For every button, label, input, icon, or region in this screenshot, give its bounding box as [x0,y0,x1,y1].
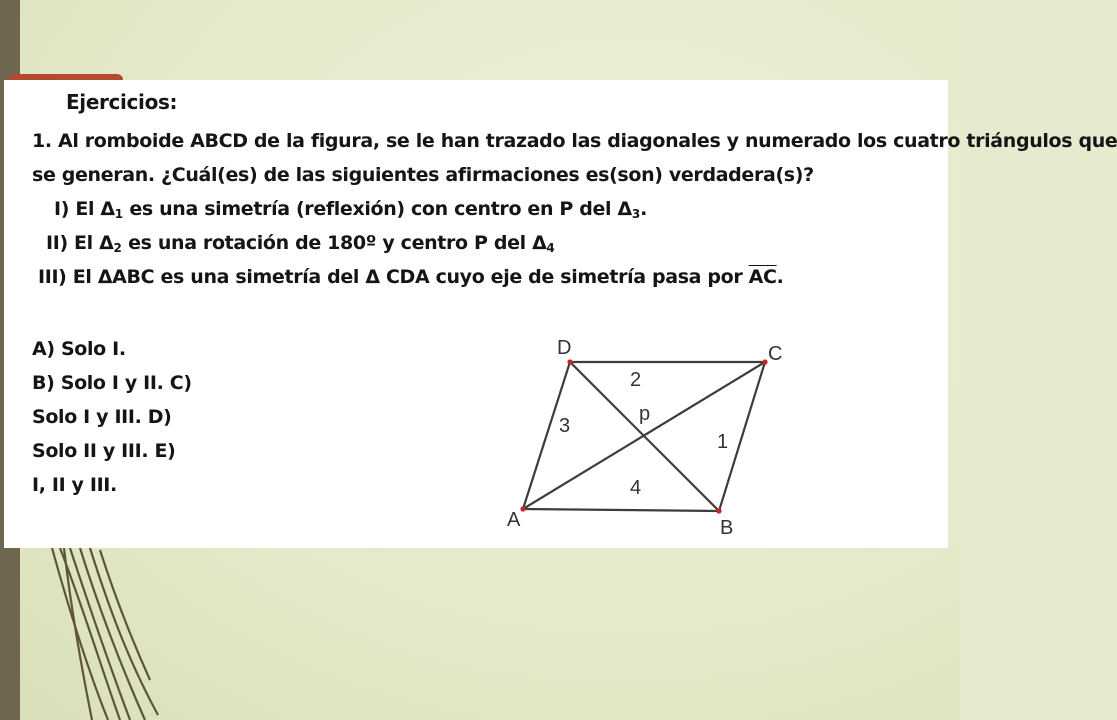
statement-3-prefix: III) El ΔABC es una simetría del Δ CDA cuyo eje de simetría pasa por [38,266,749,288]
statement-1-prefix: I) El Δ [54,198,115,220]
question-line-1: 1. Al romboide ABCD de la figura, se le han trazado las diagonales y numerado los cuatro triángulos que [32,130,1117,152]
option-line: Solo II y III. E) [32,440,176,462]
statement-2-middle: es una rotación de 180º y centro P del Δ [121,232,547,254]
rhomboid-figure [4,80,948,548]
vertex-a-label: A [507,509,521,531]
vertex-c-marker [762,359,767,364]
side-ab [523,509,719,511]
diagonal-bd [570,362,719,511]
option-line: I, II y III. [32,474,117,496]
option-line: Solo I y III. D) [32,406,172,428]
statement-2-prefix: II) El Δ [46,232,114,254]
option-line: A) Solo I. [32,338,126,360]
triangle-3-label: 3 [559,415,571,437]
decor-line [90,548,158,715]
statement-3-suffix: . [776,266,784,288]
question-line-2: se generan. ¿Cuál(es) de las siguientes afirmaciones es(son) verdadera(s)? [32,164,814,186]
statement-1-sub1: 1 [114,207,124,221]
statement-1-middle: es una simetría (reflexión) con centro en P del Δ [123,198,632,220]
decor-line [60,548,120,720]
statement-2-sub2: 4 [546,241,555,255]
exercise-panel [4,80,1117,548]
option-line: B) Solo I y II. C) [32,372,192,394]
vertex-a-marker [520,506,525,511]
vertex-c-label: C [768,343,783,365]
triangle-1-label: 1 [717,431,729,453]
triangle-4-label: 4 [630,477,642,499]
exercise-heading: Ejercicios: [66,90,178,114]
triangle-2-label: 2 [630,369,642,391]
center-p-label: p [639,403,651,425]
vertex-b-label: B [720,517,734,539]
vertex-d-marker [567,359,572,364]
vertex-b-marker [716,508,721,513]
statement-1-suffix: . [640,198,648,220]
vertex-d-label: D [557,337,572,359]
statement-2-sub1: 2 [113,241,122,255]
statement-1-sub2: 3 [631,207,641,221]
segment-ac: $\overline{AC}$ [748,266,777,288]
